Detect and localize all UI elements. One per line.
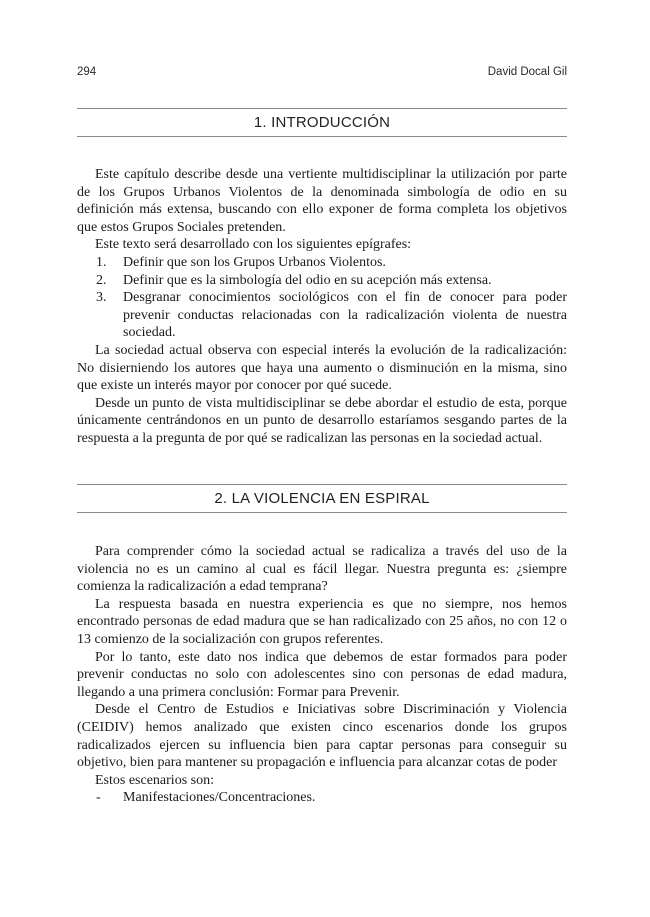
list-item — [77, 254, 567, 272]
paragraph: Desde un punto de vista multidisciplinar se debe abordar el estudio de esta, porque únicamente centrándonos en un punto de desarrollo estaríamos sesgando partes de la respuesta a la pregunta de por qué se radicalizan las personas en la sociedad actual. — [77, 395, 567, 446]
paragraph: La sociedad actual observa con especial interés la evolución de la radicalización: No disierniendo los autores que haya una aumento o disminución en la misma, sino que existe un interés mayor por conocer por qué sucede. — [77, 342, 567, 394]
section-body-violencia-espiral — [77, 543, 567, 807]
paragraph: Este texto será desarrollado con los siguientes epígrafes: — [95, 237, 412, 253]
paragraph: La respuesta basada en nuestra experiencia es que no siempre, nos hemos encontrado personas de edad madura que se han radicalizado con 25 años, no con 12 o 13 comienzo de la socialización con grupos referentes. — [77, 596, 567, 647]
list-item — [77, 789, 567, 807]
list-item-text: Definir que es la simbología del odio en su acepción más extensa. — [123, 272, 492, 288]
section-heading-violencia-espiral — [77, 484, 567, 512]
heading-rule-bottom — [77, 512, 567, 513]
list-marker: 3. — [96, 290, 107, 306]
paragraph: Por lo tanto, este dato nos indica que debemos de estar formados para poder prevenir conductas no solo con adolescentes sino con personas de edad madura, llegando a una primera conclusión: Formar para Prevenir. — [77, 649, 567, 700]
list-marker: 2. — [96, 272, 107, 288]
heading-rule-bottom — [77, 136, 567, 137]
list-item — [77, 289, 567, 342]
paragraph: Este capítulo describe desde una vertiente multidisciplinar la utilización por parte de los Grupos Urbanos Violentos de la denominada simbología de odio en su definición más extensa, buscando con ello exponer de forma completa los objetivos que estos Grupos Sociales pretenden. — [77, 167, 567, 235]
paragraph: Para comprender cómo la sociedad actual se radicaliza a través del uso de la violencia no es un camino al cual es fácil llegar. Nuestra pregunta es: ¿siempre comienza la radicalización a edad temprana? — [77, 544, 567, 595]
list-marker: 1. — [96, 254, 107, 270]
list-item-text: Desgranar conocimientos sociológicos con el fin de conocer para poder prevenir conductas relacionadas con la radicalización violenta de nuestra sociedad. — [123, 290, 567, 341]
section-title: 2. LA VIOLENCIA EN ESPIRAL — [214, 490, 430, 507]
list-item — [77, 272, 567, 290]
section-title: 1. INTRODUCCIÓN — [253, 114, 391, 131]
list-item-text: Definir que son los Grupos Urbanos Violentos. — [123, 254, 386, 270]
dash-list — [77, 789, 567, 807]
section-heading-introduccion — [77, 108, 567, 136]
heading-rule-top — [77, 108, 567, 109]
heading-rule-top — [77, 484, 567, 485]
paragraph: Estos escenarios son: — [95, 772, 214, 788]
list-item-text: Manifestaciones/Concentraciones. — [123, 790, 316, 806]
section-body-introduccion — [77, 166, 567, 448]
page-number: 294 — [77, 66, 97, 78]
paragraph: Desde el Centro de Estudios e Iniciativas sobre Discriminación y Violencia (CEIDIV) hemos analizado que existen cinco escenarios donde los grupos radicalizados ejercen su influencia bien para captar personas para conseguir su objetivo, bien para mantener su propagación e influencia para alcanzar cotas de poder — [77, 702, 567, 771]
author-name: David Docal Gil — [487, 66, 567, 78]
numbered-list — [77, 254, 567, 342]
list-marker: - — [96, 790, 101, 806]
